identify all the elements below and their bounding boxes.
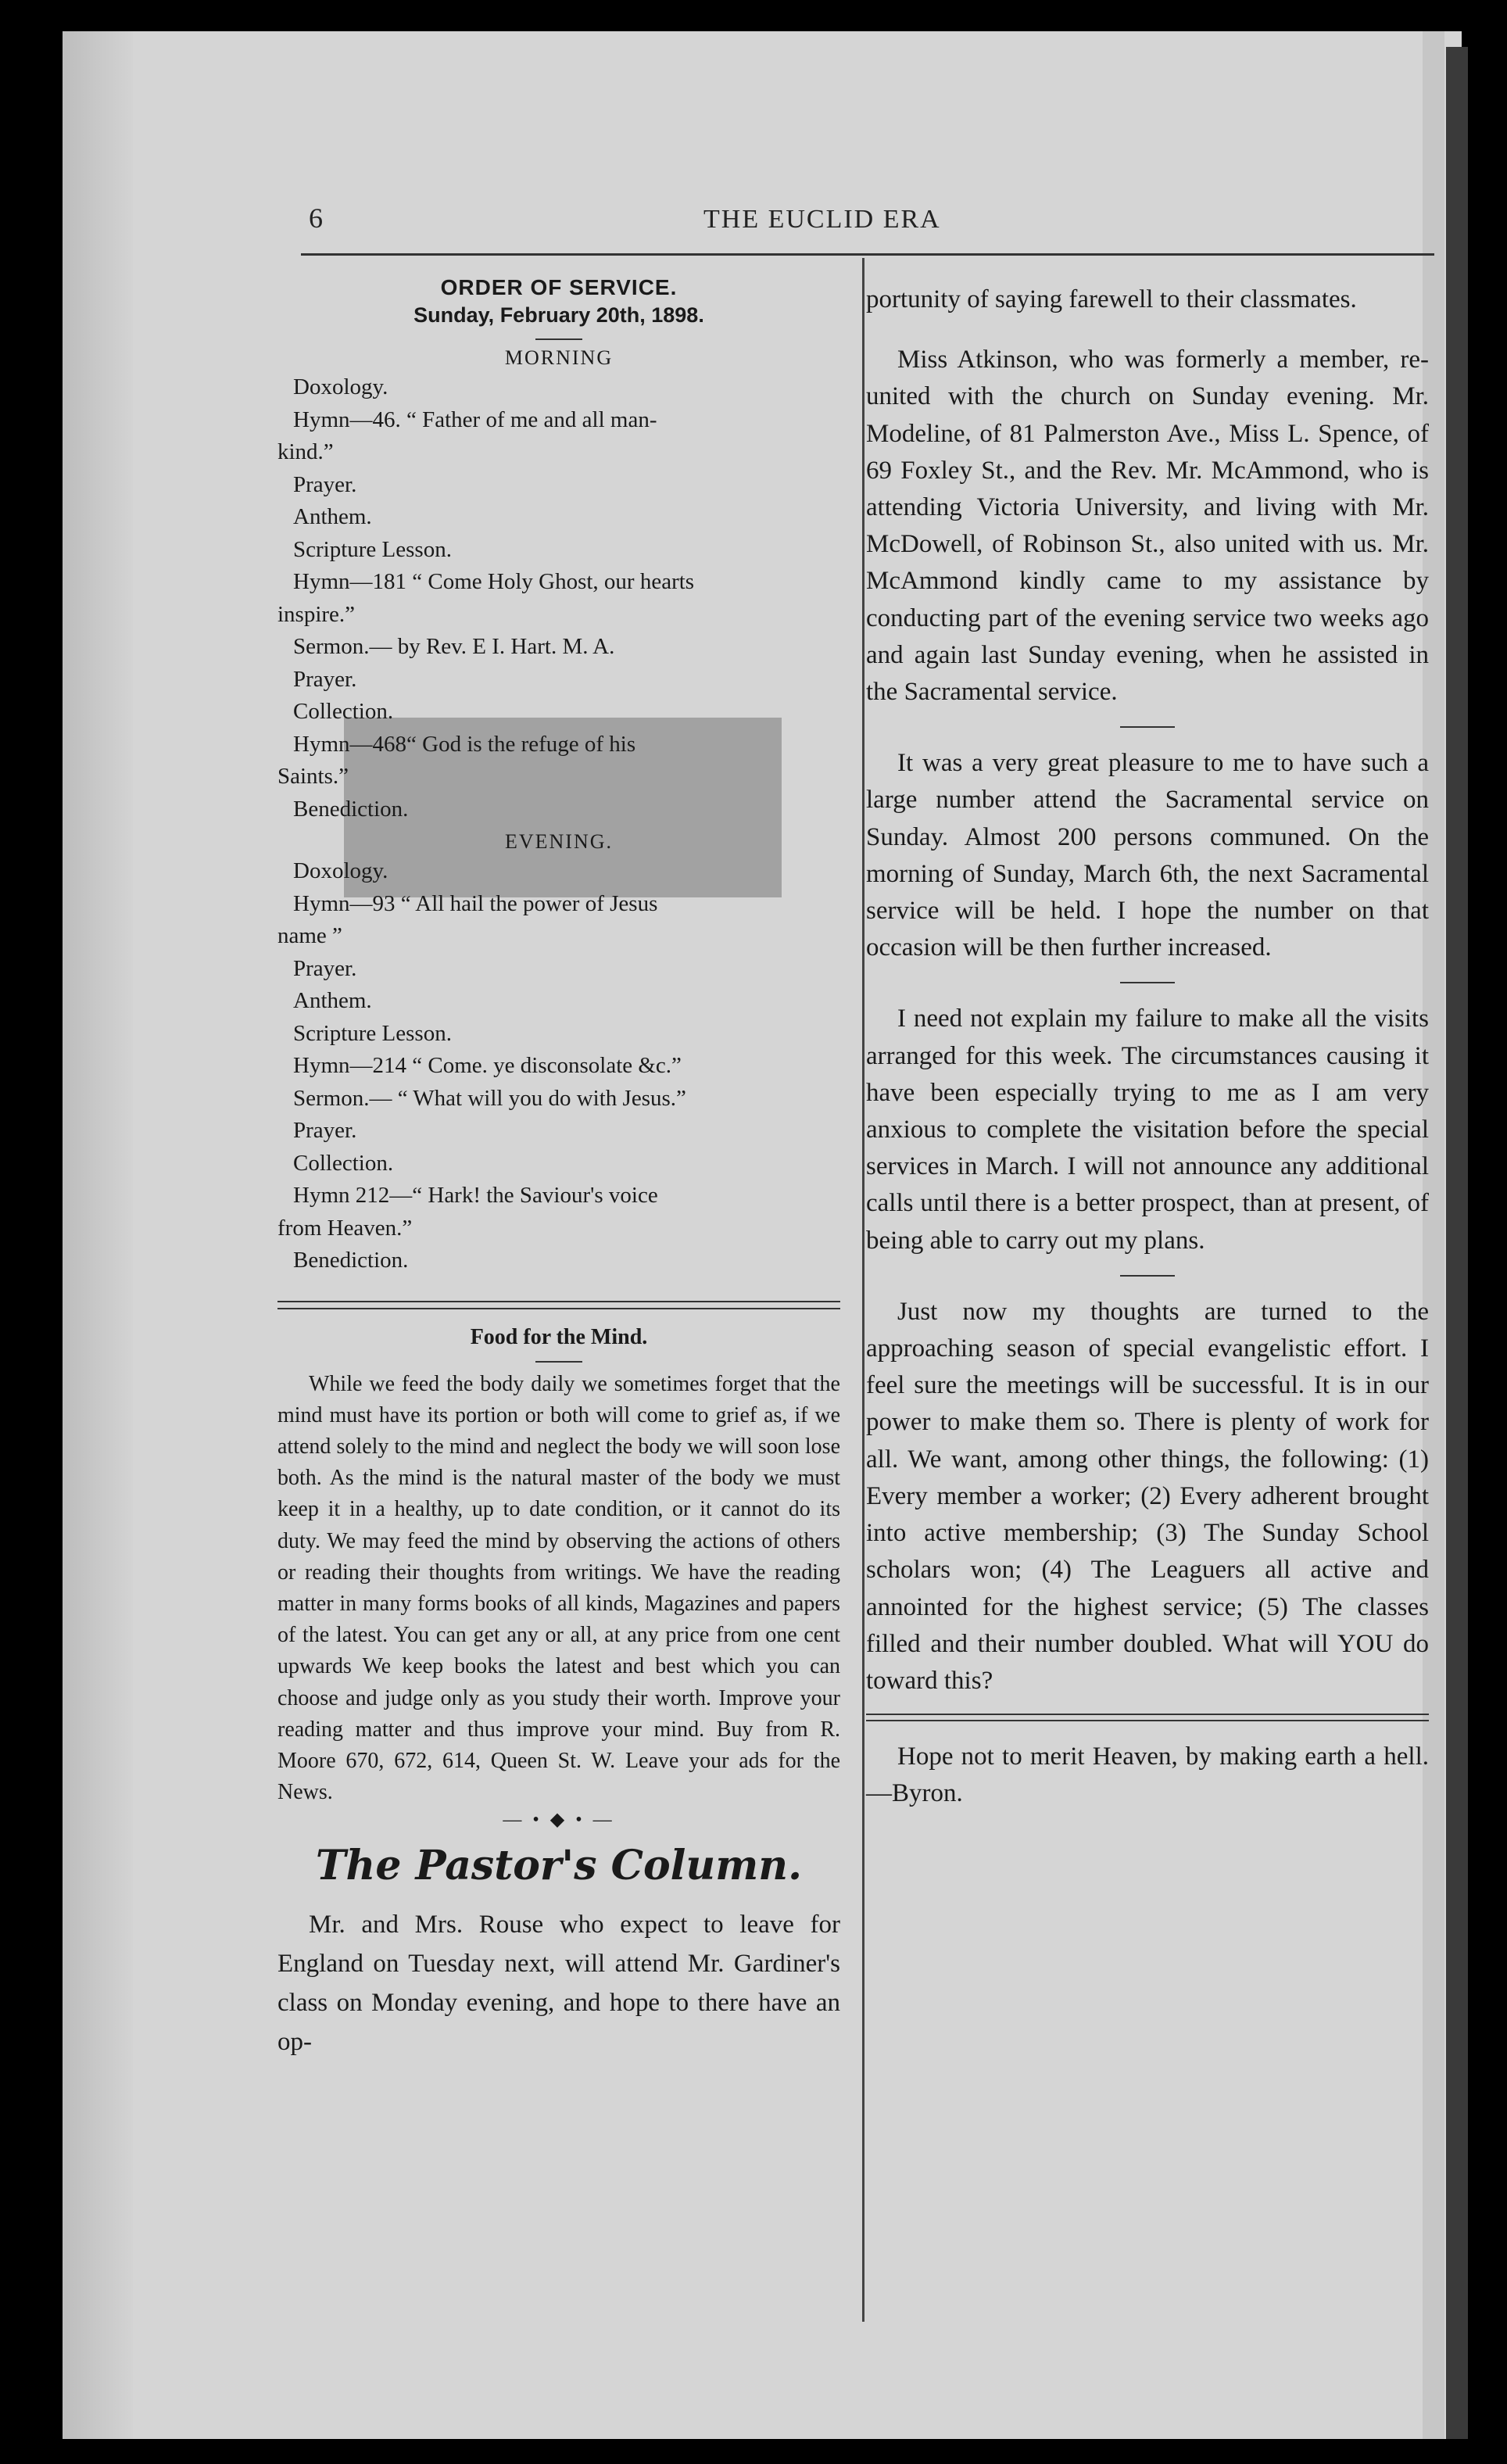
service-item: Hymn—93 “ All hail the power of Jesus [293,890,658,916]
service-item: Hymn—214 “ Come. ye disconsolate &c.” [293,1053,682,1078]
service-item: Sermon.— “ What will you do with Jesus.” [293,1085,686,1111]
food-for-mind-title: Food for the Mind. [470,1324,648,1349]
binding-edge [1446,47,1468,2439]
paragraph: Miss Atkinson, who was formerly a member, re-united with the church on Sunday evening. Mr. Modeline, of 81 Palmerston Ave., Miss L. Spence, of 69 Foxley St., and the Rev. Mr. McAmmond, who is attending Victoria University, and living with Mr. McDowell, of Robinson St., also united with us. Mr. McAmmond kindly came to my assistance by conducting part of the evening service two weeks ago and again last Sunday evening, when he assisted in the Sacramental service. [866,346,1429,707]
short-rule [1120,1275,1175,1277]
service-item: Saints.” [277,764,349,789]
service-item: Hymn—468“ God is the refuge of his [293,731,636,757]
service-item: Benediction. [293,796,409,822]
service-item: Collection. [293,1150,394,1176]
service-item: Scripture Lesson. [293,536,452,562]
left-column [277,275,840,2061]
service-item: Prayer. [293,471,357,497]
evening-service-list [277,855,840,1277]
page-edge-left [63,31,133,2439]
morning-service-list [277,371,840,826]
right-column [866,281,1429,1813]
paragraph: portunity of saying farewell to their classmates. [866,285,1357,313]
service-item: Hymn—181 “ Come Holy Ghost, our hearts [293,569,695,594]
service-item: Doxology. [293,858,388,883]
service-item: Hymn—46. “ Father of me and all man- [293,406,657,432]
service-item: Collection. [293,699,394,724]
newspaper-title: THE EUCLID ERA [703,205,941,234]
pastors-column-intro: Mr. and Mrs. Rouse who expect to leave for England on Tuesday next, will attend Mr. Gardiner's class on Monday evening, and hope to there have an op- [277,1911,840,2057]
byron-quote: Hope not to merit Heaven, by making earth a hell.—Byron. [866,1742,1429,1808]
service-item: Hymn 212—“ Hark! the Saviour's voice [293,1183,658,1208]
short-rule [1120,982,1175,983]
pastors-column-title: The Pastor's Column. [315,1842,803,1890]
ornament-divider: — • ◆ • — [503,1810,615,1831]
order-of-service-date: Sunday, February 20th, 1898. [413,303,704,327]
section-double-rule [277,1301,840,1309]
short-rule [535,1361,582,1363]
service-item: Sermon.— by Rev. E I. Hart. M. A. [293,634,615,659]
service-item: Scripture Lesson. [293,1020,452,1046]
service-item: name ” [277,923,342,948]
paragraph: I need not explain my failure to make all the visits arranged for this week. The circumstances causing it have been especially trying to me as I am very anxious to complete the visitation before the special services in March. I will not announce any additional calls until there is a better prospect, than at present, of being able to carry out my plans. [866,1005,1429,1255]
service-item: from Heaven.” [277,1215,413,1241]
service-item: inspire.” [277,601,356,627]
column-divider [862,258,864,2322]
section-double-rule [866,1714,1429,1721]
page-number: 6 [309,202,323,234]
service-item: Prayer. [293,955,357,981]
service-item: Anthem. [293,504,372,529]
order-of-service-title: ORDER OF SERVICE. [440,275,678,299]
service-item: Anthem. [293,988,372,1013]
evening-heading: EVENING. [504,830,614,853]
service-item: Doxology. [293,374,388,399]
service-item: kind.” [277,439,334,464]
food-for-mind-body: While we feed the body daily we sometimes forget that the mind must have its portion or both will come to grief as, if we attend solely to the mind and neglect the body we will soon lose both. As the mind is the natural master of the body we must keep it in a healthy, up to date condition, or it cannot do its duty. We may feed the mind by observing the actions of others or reading their thoughts from writings. We have the reading matter in many forms books of all kinds, Magazines and papers of the latest. You can get any or all, at any price from one cent upwards We keep books the latest and best which you can choose and judge only as you study their worth. Improve your reading matter and thus improve your mind. Buy from R. Moore 670, 672, 614, Queen St. W. Leave your ads for the News. [277,1371,840,1805]
service-item: Prayer. [293,666,357,692]
header-rule [301,253,1434,256]
paragraph: It was a very great pleasure to me to have such a large number attend the Sacramental service on Sunday. Almost 200 persons communed. On the morning of Sunday, March 6th, the next Sacramental service will be held. I hope the number on that occasion will be then further increased. [866,749,1429,962]
short-rule [535,338,582,340]
service-item: Benediction. [293,1248,409,1273]
short-rule [1120,726,1175,728]
morning-heading: MORNING [504,346,614,369]
service-item: Prayer. [293,1118,357,1143]
spacer [866,318,1429,342]
paragraph: Just now my thoughts are turned to the approaching season of special evangelistic effort. I feel sure the meetings will be successful. It is in our power to make them so. There is plenty of work for all. We want, among other things, the following: (1) Every member a worker; (2) Every adherent brought into active membership; (3) The Sunday School scholars won; (4) The Leaguers all active and annointed for the highest service; (5) The classes filled and their number doubled. What will YOU do toward this? [866,1297,1429,1695]
